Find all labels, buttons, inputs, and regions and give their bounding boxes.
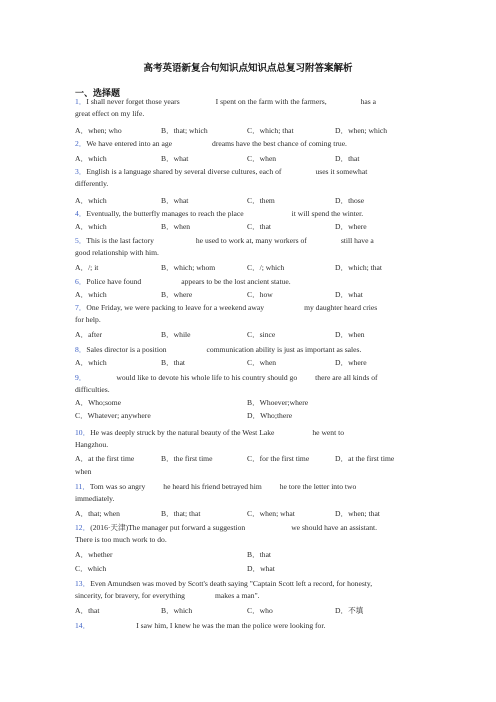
option-b[interactable]: B．Whoever;where — [247, 398, 309, 407]
options-9 — [75, 397, 425, 423]
option-b[interactable]: B．that; that — [161, 509, 201, 518]
question-text: there are all kinds of — [315, 373, 378, 382]
option-b[interactable]: B．where — [161, 290, 193, 299]
option-d[interactable]: D．where — [335, 222, 367, 231]
option-b[interactable]: B．that; which — [161, 126, 208, 135]
question-8 — [75, 344, 425, 356]
section-heading: 一、选择题 — [75, 88, 121, 98]
question-text: We have entered into an age — [86, 139, 173, 148]
question-12 — [75, 522, 425, 546]
option-c[interactable]: C．for the first time — [247, 454, 310, 463]
question-number: 10． — [75, 428, 91, 437]
option-b[interactable]: B．that — [161, 358, 186, 367]
option-d[interactable]: D．those — [335, 196, 365, 205]
option-d[interactable]: D．at the first time — [335, 454, 395, 463]
question-text: dreams have the best chance of coming true. — [212, 139, 347, 148]
question-text: Tom was so angry — [89, 482, 146, 491]
question-number: 14． — [75, 621, 91, 630]
option-c[interactable]: C．who — [247, 606, 273, 615]
option-a[interactable]: A．which — [75, 196, 107, 205]
option-c[interactable]: C．them — [247, 196, 275, 205]
option-a[interactable]: A．which — [75, 154, 107, 163]
question-7 — [75, 302, 425, 326]
question-number: 7． — [75, 303, 87, 312]
question-text: I saw him, I knew he was the man the police were looking for. — [136, 621, 326, 630]
option-c[interactable]: C．when — [247, 358, 277, 367]
question-2 — [75, 138, 425, 150]
option-b[interactable]: B．what — [161, 154, 189, 163]
option-d[interactable]: D．when; that — [335, 509, 380, 518]
question-text: uses it somewhat — [315, 167, 368, 176]
question-text: he heard his friend betrayed him — [163, 482, 262, 491]
question-13 — [75, 578, 435, 602]
question-14 — [75, 620, 425, 632]
question-text: he tore the letter into two — [279, 482, 357, 491]
question-number: 11． — [75, 482, 90, 491]
question-text: He was deeply struck by the natural beauty of the West Lake — [90, 428, 275, 437]
question-text: I spent on the farm with the farmers, — [215, 97, 327, 106]
question-text: for help. — [75, 315, 101, 325]
question-text: difficulties. — [75, 385, 110, 395]
option-a[interactable]: A．which — [75, 222, 107, 231]
question-text: he went to — [312, 428, 345, 437]
option-b[interactable]: B．the first time — [161, 454, 213, 463]
option-a[interactable]: A．when; who — [75, 126, 122, 135]
option-b[interactable]: B．which — [161, 606, 193, 615]
option-c[interactable]: C．when; what — [247, 509, 295, 518]
options-12 — [75, 549, 425, 575]
option-a[interactable]: A．Who;some — [75, 398, 121, 407]
question-number: 2． — [75, 139, 87, 148]
question-text: Even Amundsen was moved by Scott's death saying "Captain Scott left a record, for honesty, — [90, 579, 373, 588]
option-d[interactable]: D．what — [247, 564, 275, 573]
question-text: still have a — [340, 236, 374, 245]
option-d[interactable]: D．Who;there — [247, 411, 293, 420]
option-c[interactable]: C．Whatever; anywhere — [75, 411, 151, 420]
question-number: 4． — [75, 209, 87, 218]
question-text: sincerity, for bravery, for everything — [75, 591, 185, 601]
question-6 — [75, 276, 425, 288]
question-text: Hangzhou. — [75, 440, 109, 450]
question-text: Eventually, the butterfly manages to reach the place — [86, 209, 244, 218]
question-5 — [75, 235, 425, 259]
question-text: There is too much work to do. — [75, 535, 167, 545]
page-title: 高考英语新复合句知识点知识点总复习附答案解析 — [143, 64, 353, 74]
option-a[interactable]: A．/; it — [75, 263, 99, 272]
option-b[interactable]: B．that — [247, 550, 272, 559]
question-number: 5． — [75, 236, 87, 245]
question-10 — [75, 427, 425, 451]
option-d[interactable]: D．when — [335, 330, 365, 339]
option-d[interactable]: D．when; which — [335, 126, 388, 135]
option-c[interactable]: C．which — [75, 564, 107, 573]
option-d[interactable]: D．what — [335, 290, 363, 299]
question-text: Police have found — [86, 277, 142, 286]
question-text: immediately. — [75, 494, 115, 504]
option-d[interactable]: D．where — [335, 358, 367, 367]
options-10 — [75, 453, 425, 479]
question-text: (2016·天津)The manager put forward a suggestion — [90, 523, 246, 532]
question-number: 1． — [75, 97, 87, 106]
question-text: I shall never forget those years — [86, 97, 180, 106]
option-c[interactable]: C．since — [247, 330, 276, 339]
option-c[interactable]: C．which; that — [247, 126, 294, 135]
question-9 — [75, 372, 425, 396]
question-text: great effect on my life. — [75, 109, 145, 119]
question-number: 8． — [75, 345, 87, 354]
option-b[interactable]: B．which; whom — [161, 263, 216, 272]
question-text: Sales director is a position — [86, 345, 167, 354]
option-b[interactable]: B．what — [161, 196, 189, 205]
question-text: English is a language shared by several diverse cultures, each of — [86, 167, 282, 176]
option-a[interactable]: A．after — [75, 330, 102, 339]
option-c[interactable]: C．how — [247, 290, 273, 299]
option-a[interactable]: A．that — [75, 606, 100, 615]
question-text: my daughter heard cries — [304, 303, 378, 312]
question-number: 12． — [75, 523, 91, 532]
option-a[interactable]: A．whether — [75, 550, 113, 559]
question-text: he used to work at, many workers of — [195, 236, 307, 245]
option-d[interactable]: D．that — [335, 154, 360, 163]
question-number: 3． — [75, 167, 87, 176]
question-text: One Friday, we were packing to leave for a weekend away — [86, 303, 265, 312]
question-text: we should have an assistant. — [291, 523, 378, 532]
option-a[interactable]: A．at the first time — [75, 454, 135, 463]
question-text: appears to be the lost ancient statue. — [181, 277, 291, 286]
option-d[interactable]: D．不填 — [335, 606, 364, 615]
question-text: good relationship with him. — [75, 248, 159, 258]
option-d-continued: when — [75, 467, 92, 476]
option-a[interactable]: A．which — [75, 290, 107, 299]
question-text: has a — [360, 97, 376, 106]
question-text: differently. — [75, 179, 109, 189]
question-number: 13． — [75, 579, 91, 588]
option-a[interactable]: A．that; when — [75, 509, 120, 518]
question-11 — [75, 481, 425, 505]
question-text: it will spend the winter. — [291, 209, 364, 218]
option-c[interactable]: C．that — [247, 222, 272, 231]
option-c[interactable]: C．/; which — [247, 263, 285, 272]
option-d[interactable]: D．which; that — [335, 263, 383, 272]
question-text: communication ability is just as important as sales. — [206, 345, 362, 354]
question-text: This is the last factory — [86, 236, 154, 245]
option-c[interactable]: C．when — [247, 154, 277, 163]
question-3 — [75, 166, 425, 190]
question-text: makes a man". — [214, 591, 260, 601]
question-number: 6． — [75, 277, 87, 286]
question-number: 9． — [75, 373, 87, 382]
option-b[interactable]: B．while — [161, 330, 191, 339]
question-1 — [75, 96, 425, 120]
question-4 — [75, 208, 425, 220]
option-b[interactable]: B．when — [161, 222, 191, 231]
option-a[interactable]: A．which — [75, 358, 107, 367]
question-text: would like to devote his whole life to his country should go — [116, 373, 298, 382]
